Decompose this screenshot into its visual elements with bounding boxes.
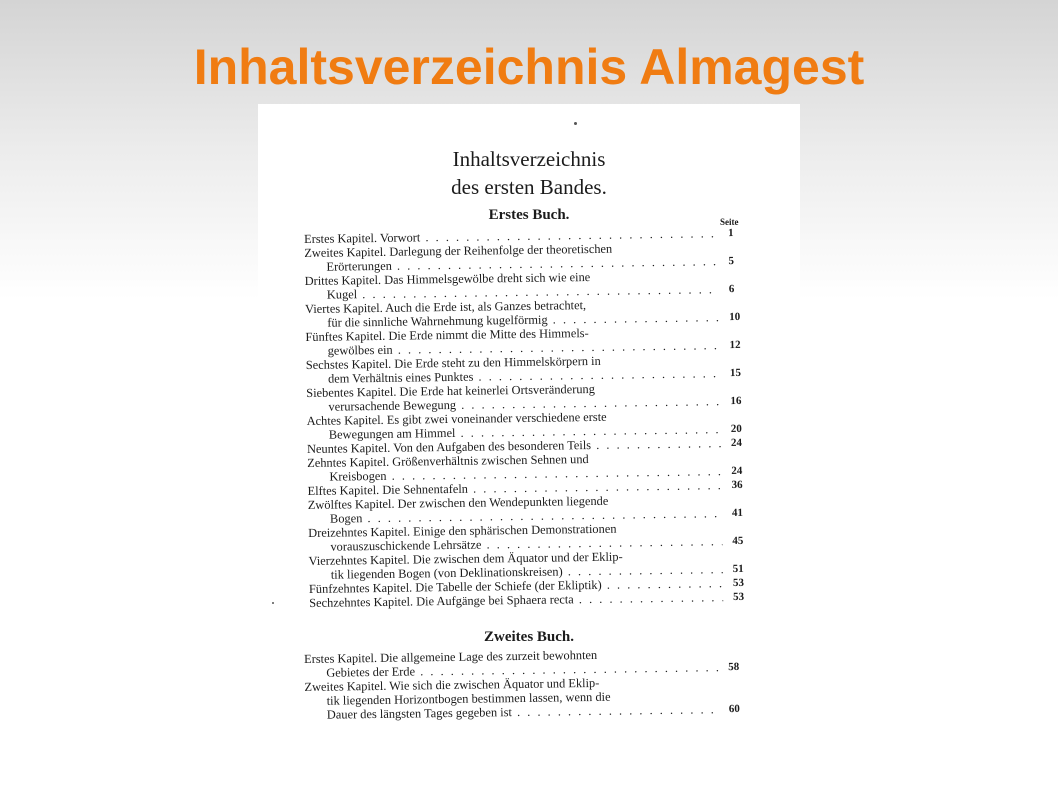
toc-page-number: 5 — [728, 255, 735, 268]
toc-page-number: 41 — [731, 506, 744, 520]
toc-page-number: 58 — [728, 660, 740, 674]
toc-page-number: 1 — [727, 227, 734, 240]
toc-entry-continuation: Bewegungen am Himmel . . . — [307, 422, 721, 442]
book2-heading: Zweites Buch. — [484, 629, 574, 645]
scan-speck — [574, 122, 577, 125]
toc-page-number: 24 — [731, 464, 743, 478]
toc-entry-title: Viertes Kapitel. Auch die Erde ist, als Ganzes betrachtet, — [304, 298, 587, 316]
toc-page-number: 16 — [730, 394, 742, 408]
scan-speck — [272, 602, 274, 604]
toc-entry-title: Erstes Kapitel. Die allgemeine Lage des zurzeit bewohnten — [304, 647, 598, 666]
toc-entry-title: Fünfzehntes Kapitel. Die Tabelle der Schiefe (der Ekliptik) . . . — [309, 576, 723, 596]
toc-entry-title: Zehntes Kapitel. Größenverhältnis zwischen Sehnen und — [307, 452, 589, 470]
toc-page-number: 36 — [731, 478, 743, 492]
toc-entry-title: Vierzehntes Kapitel. Die zwischen dem Äquator und der Eklip- — [308, 549, 623, 568]
seite-label: Seite — [720, 217, 739, 227]
toc-entry-title: Achtes Kapitel. Es gibt zwei voneinander verschiedene erste — [306, 409, 607, 428]
toc-entry-title: Zweites Kapitel. Darlegung der Reihenfolge der theoretischen — [304, 241, 613, 260]
toc-entry-title: Elftes Kapitel. Die Sehnentafeln . . . — [308, 478, 722, 498]
toc-page-number: 20 — [730, 422, 742, 436]
book2-toc-list — [304, 646, 740, 722]
toc-page-number: 45 — [732, 534, 744, 548]
toc-entry-continuation: tik liegenden Bogen (von Deklinationskreisen) . . . — [309, 562, 723, 582]
toc-scan-image — [258, 104, 800, 754]
toc-entry-title: Sechstes Kapitel. Die Erde steht zu den Himmelskörpern in — [305, 353, 601, 372]
toc-page-number: 15 — [729, 366, 742, 380]
toc-entry-continuation: Bogen . . . — [308, 506, 722, 526]
toc-page-number: 24 — [730, 436, 743, 450]
book1-heading: Erstes Buch. — [488, 207, 570, 223]
slide-title: Inhaltsverzeichnis Almagest — [193, 39, 865, 95]
toc-entry-continuation: tik liegenden Horizontbogen bestimmen lassen, wenn die — [326, 689, 611, 708]
toc-entry-continuation: dem Verhältnis eines Punktes . . . — [306, 366, 720, 386]
toc-entry-continuation: für die sinnliche Wahrnehmung kugelförmig . . . — [305, 310, 719, 330]
toc-entry-title: Sechzehntes Kapitel. Die Aufgänge bei Sphaera recta . . . — [309, 590, 723, 610]
toc-entry-continuation: verursachende Bewegung . . . — [306, 394, 720, 414]
scan-title-line2: des ersten Bandes. — [451, 175, 607, 199]
toc-entry-title: Zwölftes Kapitel. Der zwischen den Wendepunkten liegende — [307, 493, 609, 512]
toc-entry-title: Erstes Kapitel. Vorwort . . . — [304, 226, 718, 246]
book1-toc-list — [304, 226, 745, 610]
toc-page-number: 51 — [732, 562, 744, 576]
scan-title-line1: Inhaltsverzeichnis — [452, 147, 606, 171]
toc-page-number: 12 — [729, 338, 741, 352]
toc-entry-continuation: vorauszuschickende Lehrsätze . . . — [308, 534, 722, 554]
toc-page-number: 60 — [728, 702, 740, 716]
toc-entry-continuation: Dauer des längsten Tages gegeben ist . . . — [305, 702, 719, 722]
toc-entry-title: Siebentes Kapitel. Die Erde hat keinerlei Ortsveränderung — [306, 381, 595, 400]
toc-entry-continuation: Erörterungen . . . — [304, 254, 718, 274]
toc-entry-continuation: Kugel . . . — [305, 282, 719, 302]
toc-entry-title: Fünftes Kapitel. Die Erde nimmt die Mitte des Himmels- — [305, 326, 589, 344]
toc-entry-title: Neuntes Kapitel. Von den Aufgaben des besonderen Teils . . . — [307, 436, 721, 456]
toc-entry-title: Zweites Kapitel. Wie sich die zwischen Äquator und Eklip- — [304, 675, 600, 694]
toc-entry-continuation: Gebietes der Erde . . . — [304, 660, 718, 680]
toc-entry-title: Drittes Kapitel. Das Himmelsgewölbe dreht sich wie eine — [304, 270, 591, 288]
toc-page-number: 10 — [729, 310, 741, 324]
toc-entry — [304, 674, 740, 722]
toc-entry-title: Dreizehntes Kapitel. Einige den sphärischen Demonstrationen — [308, 521, 617, 540]
toc-page-number: 53 — [733, 590, 745, 604]
toc-entry-continuation: Kreisbogen . . . — [307, 464, 721, 484]
toc-page-number: 6 — [728, 282, 735, 296]
toc-page-number: 53 — [732, 576, 745, 590]
toc-entry-continuation: gewölbes ein . . . — [306, 338, 720, 358]
